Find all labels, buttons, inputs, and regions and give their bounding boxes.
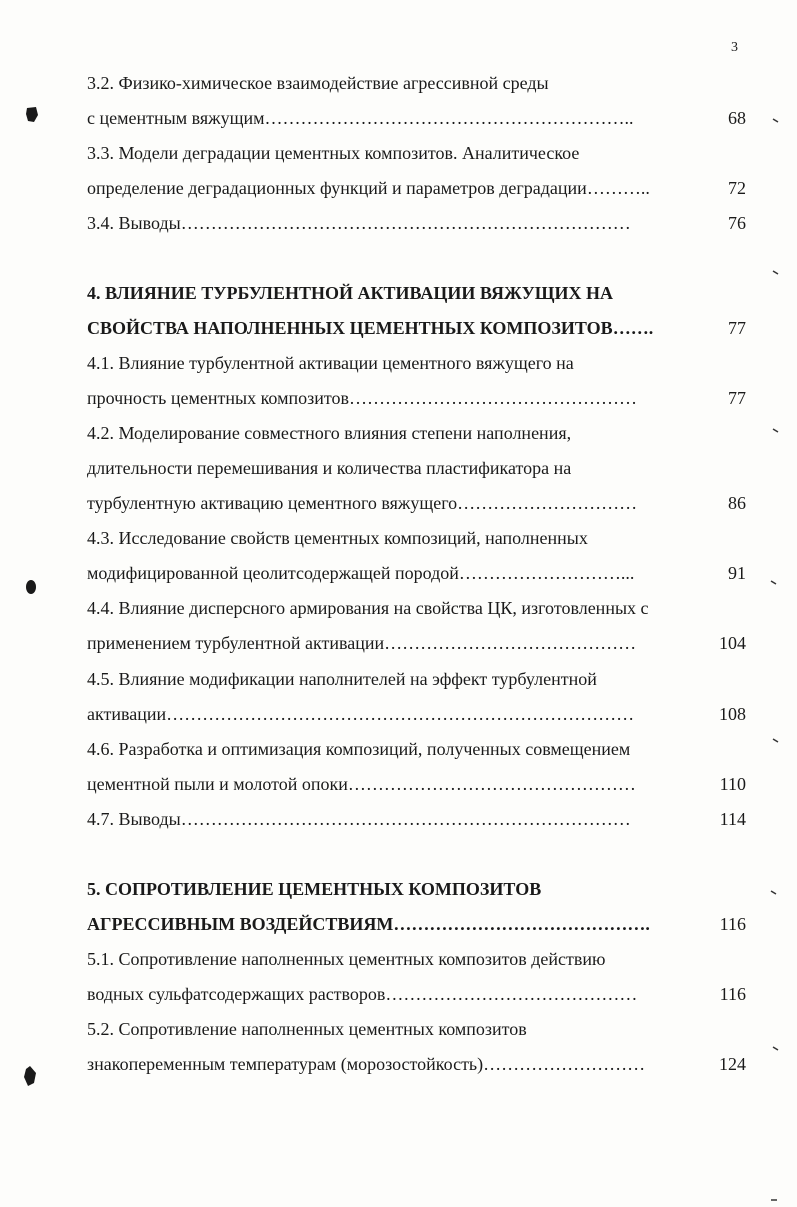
- toc-page-number: 124: [719, 1054, 746, 1074]
- speck-mark: [772, 428, 780, 434]
- toc-page-number: 108: [719, 704, 746, 724]
- toc-line: модифицированной цеолитсодержащей породой………………………...: [87, 563, 635, 583]
- binding-hole-mark: [24, 106, 40, 124]
- toc-page-number: 114: [719, 809, 746, 829]
- toc-page-number: 76: [728, 213, 746, 233]
- chapter-heading: АГРЕССИВНЫМ ВОЗДЕЙСТВИЯМ…………………………………….: [87, 914, 650, 934]
- speck-mark: [772, 1046, 780, 1052]
- toc-line: 4.5. Влияние модификации наполнителей на эффект турбулентной: [87, 669, 597, 689]
- toc-page-number: 77: [728, 318, 746, 338]
- toc-line: 4.4. Влияние дисперсного армирования на свойства ЦК, изготовленных с: [87, 598, 649, 618]
- speck-mark: [772, 270, 780, 276]
- speck-mark: [770, 580, 778, 586]
- toc-line: 4.7. Выводы…………………………………………………………………: [87, 809, 631, 829]
- toc-line: 5.1. Сопротивление наполненных цементных композитов действию: [87, 949, 606, 969]
- toc-line: знакопеременным температурам (морозостойкость)………………………: [87, 1054, 646, 1074]
- speck-mark: [772, 118, 780, 124]
- toc-line: 3.3. Модели деградации цементных композитов. Аналитическое: [87, 143, 580, 163]
- toc-line: 5.2. Сопротивление наполненных цементных композитов: [87, 1019, 527, 1039]
- toc-line: длительности перемешивания и количества пластификатора на: [87, 458, 572, 478]
- toc-line: 3.4. Выводы…………………………………………………………………: [87, 213, 631, 233]
- toc-line: водных сульфатсодержащих растворов……………………………………: [87, 984, 638, 1004]
- page-number: 3: [731, 40, 738, 55]
- toc-page-number: 91: [728, 563, 746, 583]
- speck-mark: [770, 890, 778, 896]
- toc-page-number: 72: [728, 178, 746, 198]
- toc-page-number: 104: [719, 633, 746, 653]
- toc-line: с цементным вяжущим……………………………………………………..: [87, 108, 634, 128]
- toc-line: 4.3. Исследование свойств цементных композиций, наполненных: [87, 528, 588, 548]
- toc-line: 4.6. Разработка и оптимизация композиций, полученных совмещением: [87, 739, 631, 759]
- toc-page-number: 68: [728, 108, 746, 128]
- speck-mark: [772, 738, 780, 744]
- toc-line: определение деградационных функций и параметров деградации………..: [87, 178, 650, 198]
- toc-page-number: 116: [719, 914, 746, 934]
- toc-line: 3.2. Физико-химическое взаимодействие агрессивной среды: [87, 73, 549, 93]
- toc-line: прочность цементных композитов…………………………………………: [87, 388, 637, 408]
- toc-page-number: 110: [719, 774, 746, 794]
- speck-mark: [770, 1198, 778, 1204]
- binding-hole-mark: [22, 1065, 38, 1087]
- toc-line: цементной пыли и молотой опоки…………………………………………: [87, 774, 636, 794]
- toc-line: 4.1. Влияние турбулентной активации цементного вяжущего на: [87, 353, 574, 373]
- toc-line: применением турбулентной активации……………………………………: [87, 633, 637, 653]
- chapter-heading: СВОЙСТВА НАПОЛНЕННЫХ ЦЕМЕНТНЫХ КОМПОЗИТОВ…….: [87, 318, 654, 338]
- toc-line: 4.2. Моделирование совместного влияния степени наполнения,: [87, 423, 572, 443]
- chapter-heading: 4. ВЛИЯНИЕ ТУРБУЛЕНТНОЙ АКТИВАЦИИ ВЯЖУЩИХ НА: [87, 283, 614, 303]
- toc-page-number: 77: [728, 388, 746, 408]
- toc-line: турбулентную активацию цементного вяжущего…………………………: [87, 493, 638, 513]
- chapter-heading: 5. СОПРОТИВЛЕНИЕ ЦЕМЕНТНЫХ КОМПОЗИТОВ: [87, 879, 542, 899]
- binding-hole-mark: [24, 578, 38, 596]
- toc-page-number: 86: [728, 493, 746, 513]
- toc-page-number: 116: [719, 984, 746, 1004]
- toc-line: активации……………………………………………………………………: [87, 704, 635, 724]
